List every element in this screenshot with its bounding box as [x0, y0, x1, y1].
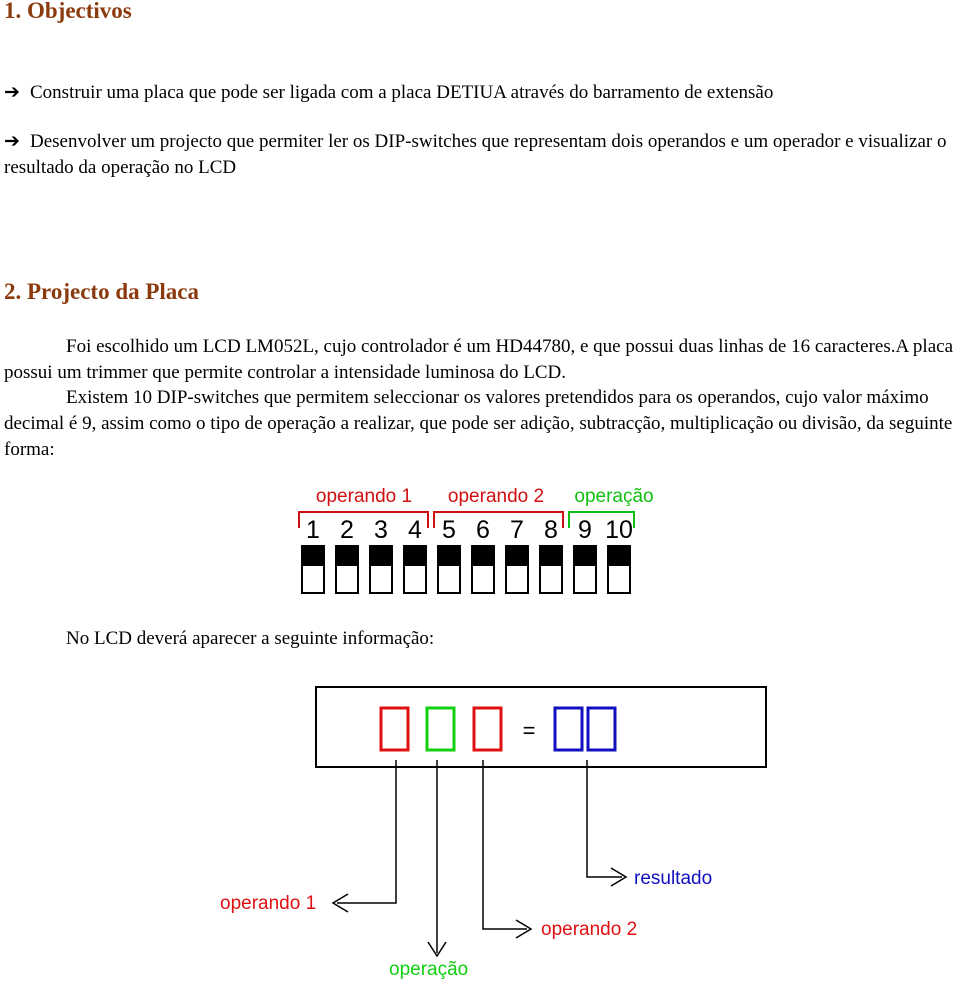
group-label-operand-1: operando 1 [315, 486, 413, 507]
dip-switch-8 [540, 546, 562, 593]
dip-switch-3 [370, 546, 392, 593]
label-operand-1: operando 1 [220, 893, 317, 914]
switch-number-1: 1 [306, 516, 320, 544]
lcd-box-operand-1 [381, 708, 408, 750]
dip-switch-10 [608, 546, 630, 593]
dip-switch-1 [302, 546, 324, 593]
right-arrow-icon: ➔ [4, 82, 20, 103]
dip-switch-lever-8 [540, 546, 562, 566]
switch-number-10: 10 [605, 516, 633, 544]
dip-switch-6 [472, 546, 494, 593]
switch-number-9: 9 [578, 516, 592, 544]
dip-switch-5 [438, 546, 460, 593]
switch-number-3: 3 [374, 516, 388, 544]
dip-switch-lever-7 [506, 546, 528, 566]
objective-text-2: Desenvolver um projecto que permiter ler os DIP-switches que representam dois operandos e um operador e visualizar o resultado da operação no LCD [4, 131, 947, 178]
arrowhead-result [611, 868, 626, 886]
arrowhead-operand-2 [516, 920, 531, 938]
switch-numbers [306, 516, 633, 544]
right-arrow-icon: ➔ [4, 131, 20, 152]
switch-number-6: 6 [476, 516, 490, 544]
dip-switch-2 [336, 546, 358, 593]
dip-switches [302, 546, 630, 593]
dip-switch-lever-3 [370, 546, 392, 566]
section-2-title: 2. Projecto da Placa [4, 279, 200, 304]
objective-bullet-1 [4, 80, 956, 106]
dip-switch-lever-1 [302, 546, 324, 566]
label-operand-2: operando 2 [541, 919, 638, 940]
dip-switch-lever-10 [608, 546, 630, 566]
lcd-box-result-tens [555, 708, 582, 750]
dip-switch-lever-9 [574, 546, 596, 566]
group-label-operand-2: operando 2 [447, 486, 545, 507]
bracket-operation [569, 512, 634, 528]
switch-number-5: 5 [442, 516, 456, 544]
leader-line-operand-2 [483, 760, 527, 929]
group-label-operation: operação [574, 486, 654, 507]
dip-switch-7 [506, 546, 528, 593]
switch-number-7: 7 [510, 516, 524, 544]
switch-number-4: 4 [408, 516, 422, 544]
objective-text-1: Construir uma placa que pode ser ligada com a placa DETIUA através do barramento de extensão [30, 82, 774, 103]
dip-switch-lever-5 [438, 546, 460, 566]
switch-number-2: 2 [340, 516, 354, 544]
switch-number-8: 8 [544, 516, 558, 544]
leader-line-result [587, 760, 622, 877]
lcd-equals-sign: = [522, 718, 536, 743]
lcd-display-frame [316, 687, 766, 767]
section-1-title: 1. Objectivos [4, 0, 132, 23]
arrowhead-operation [428, 942, 446, 956]
dip-switch-4 [404, 546, 426, 593]
dip-switch-paragraph: Existem 10 DIP-switches que permitem seleccionar os valores pretendidos para os operandos, cujo valor máximo decimal é 9, assim como o tipo de operação a realizar, que pode ser adição, subtracção, multiplicação ou divisão, da seguinte forma: [4, 387, 953, 460]
dip-switch-lever-2 [336, 546, 358, 566]
lcd-description-paragraph: Foi escolhido um LCD LM052L, cujo controlador é um HD44780, e que possui duas linhas de 16 caracteres.A placa possui um trimmer que permite controlar a intensidade luminosa do LCD. [4, 336, 953, 383]
bracket-operand-2 [434, 512, 563, 528]
dip-switch-lever-4 [404, 546, 426, 566]
objective-bullet-2 [4, 129, 956, 181]
arrowhead-operand-1 [333, 894, 348, 912]
lcd-box-operation [427, 708, 454, 750]
leader-line-operand-1 [337, 760, 396, 903]
label-result: resultado [634, 868, 713, 889]
lcd-info-caption: No LCD deverá aparecer a seguinte informação: [66, 628, 435, 649]
label-operation: operação [389, 959, 469, 980]
dip-switch-lever-6 [472, 546, 494, 566]
bracket-operand-1 [299, 512, 428, 528]
dip-switch-9 [574, 546, 596, 593]
lcd-box-operand-2 [474, 708, 501, 750]
lcd-box-result-units [588, 708, 615, 750]
